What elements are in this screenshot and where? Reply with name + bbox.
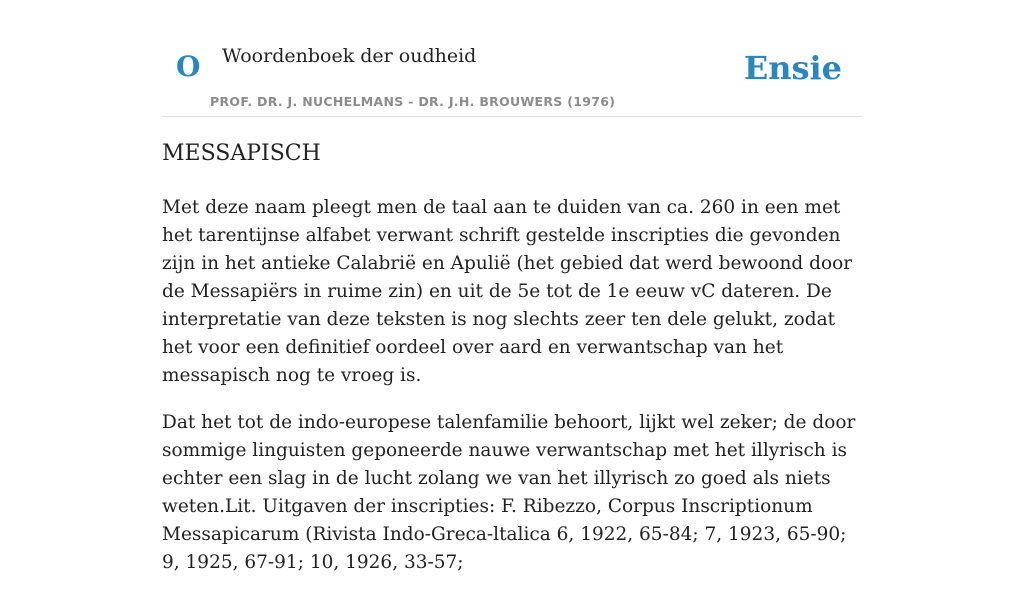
book-title-link[interactable]: Woordenboek der oudheid xyxy=(222,45,477,67)
entry-paragraph-1: Met deze naam pleegt men de taal aan te duiden van ca. 260 in een met het tarentijnse alfabet verwant schrift gestelde inscripties die gevonden zijn in het antieke Calabrië en Apulië (het gebied dat werd bewoond door de Messapiërs in ruime zin) en uit de 5e tot de 1e eeuw vC dateren. De interpretatie van deze teksten is nog slechts zeer ten dele gelukt, zodat het voor een definitief oordeel over aard en verwantschap van het messapisch nog te vroeg is. xyxy=(162,197,853,386)
entry-content xyxy=(162,136,862,596)
header xyxy=(162,0,862,117)
book-logo[interactable]: O xyxy=(176,50,201,83)
entry-term: MESSAPISCH xyxy=(162,141,321,166)
book-authors: PROF. DR. J. NUCHELMANS - DR. J.H. BROUWERS (1976) xyxy=(210,94,616,109)
entry-paragraph-2: Dat het tot de indo-europese talenfamilie behoort, lijkt wel zeker; de door sommige linguisten geponeerde nauwe verwantschap met het illyrisch is echter een slag in de lucht zolang we van het illyrisch zo goed als niets weten.Lit. Uitgaven der inscripties: F. Ribezzo, Corpus Inscriptionum Messapicarum (Rivista Indo-Greca-ltalica 6, 1922, 65-84; 7, 1923, 65-90; 9, 1925, 67-91; 10, 1926, 33-57; xyxy=(162,412,856,573)
ensie-logo[interactable]: Ensie xyxy=(743,49,842,87)
